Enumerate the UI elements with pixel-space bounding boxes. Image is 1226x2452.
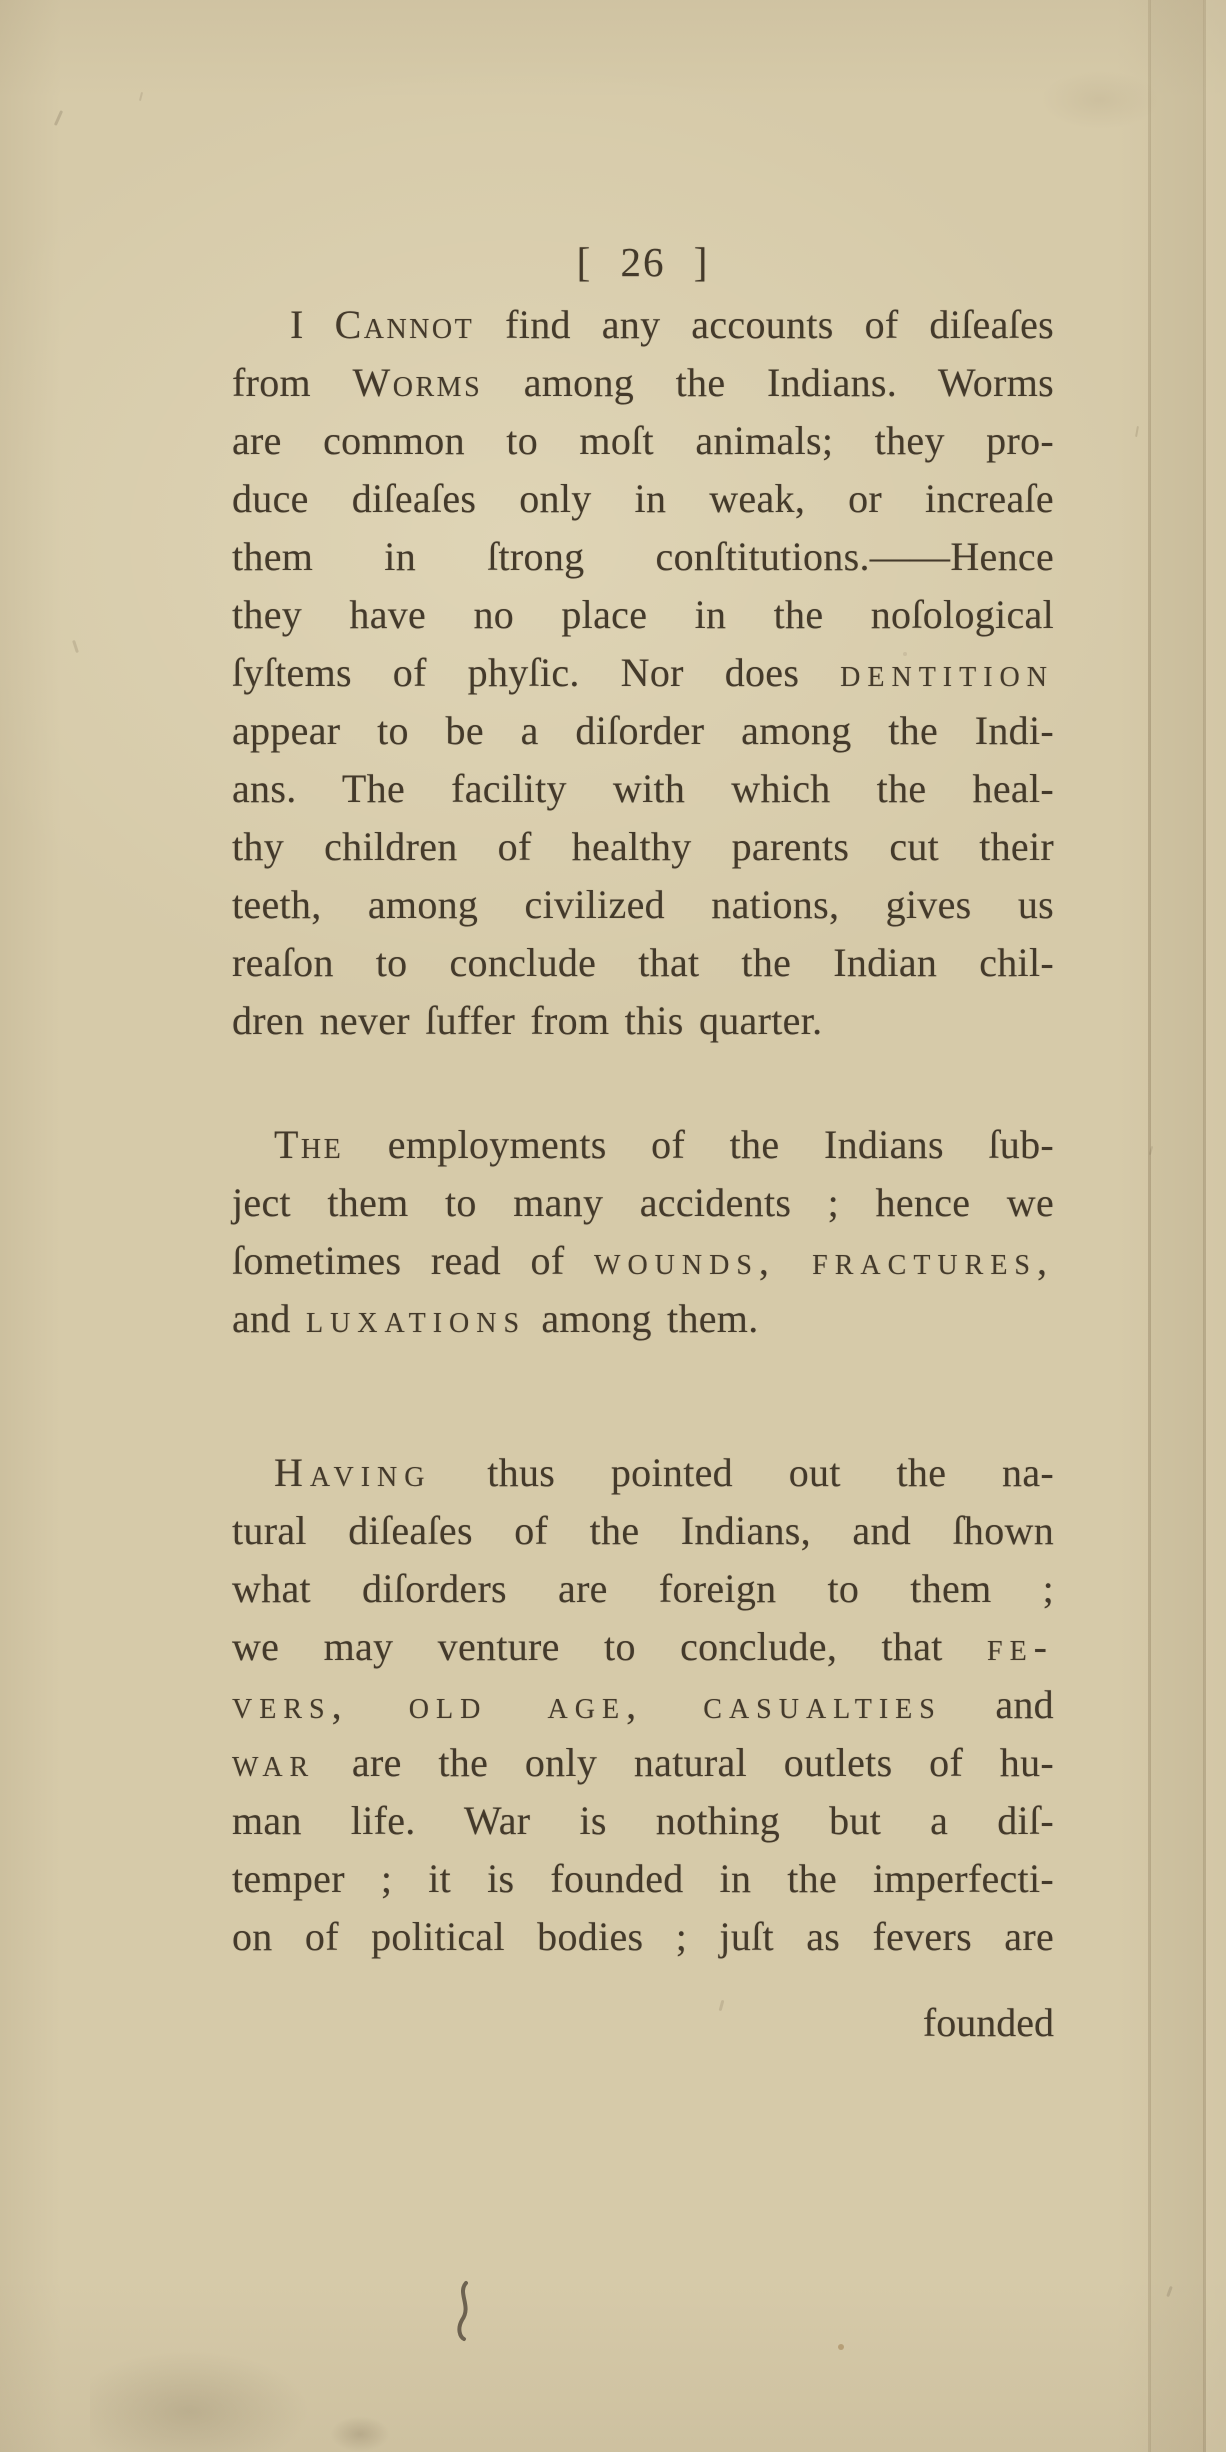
text-segment: tural diſeaſes of the Indians, and ſhown	[232, 1508, 1054, 1553]
paragraph	[232, 1116, 1054, 1348]
ink-speck	[139, 92, 143, 101]
page-edge-seam	[1148, 0, 1151, 2452]
text-segment: employments of the Indians ſub-	[343, 1122, 1054, 1167]
text-line	[232, 818, 1054, 876]
text-line	[232, 412, 1054, 470]
text-line	[232, 1560, 1054, 1618]
paper-smudge	[1040, 70, 1160, 130]
text-line	[232, 644, 1054, 702]
page-edge-seam	[1203, 0, 1206, 2452]
text-segment: and	[941, 1682, 1054, 1727]
text-line	[232, 934, 1054, 992]
text-segment: them in ſtrong conſtitutions.——Hence	[232, 534, 1054, 579]
text-segment: reaſon to conclude that the Indian chil-	[232, 940, 1054, 985]
text-segment: dentition	[840, 650, 1054, 695]
text-segment: on of political bodies ; juſt as fevers are	[232, 1914, 1054, 1959]
page-edge-band-outer	[1206, 0, 1226, 2452]
text-line	[232, 1502, 1054, 1560]
text-line	[232, 586, 1054, 644]
text-segment: ſometimes read of	[232, 1238, 595, 1283]
page-edge-band	[1150, 0, 1204, 2452]
text-line	[232, 470, 1054, 528]
text-segment: from	[232, 360, 353, 405]
text-line	[232, 992, 1054, 1050]
text-line	[232, 1908, 1054, 1966]
text-segment: Cannot	[334, 302, 475, 347]
text-segment: appear to be a diſorder among the Indi-	[232, 708, 1054, 753]
text-segment: among the Indians. Worms	[482, 360, 1054, 405]
paragraph	[232, 1444, 1054, 1966]
text-segment: Worms	[352, 360, 483, 405]
text-line	[232, 528, 1054, 586]
text-segment: temper ; it is founded in the imperfecti-	[232, 1856, 1054, 1901]
text-segment: what diſorders are foreign to them ;	[232, 1566, 1054, 1611]
text-segment: thy children of healthy parents cut their	[232, 824, 1054, 869]
text-segment: war	[232, 1740, 316, 1785]
text-segment: ject them to many accidents ; hence we	[232, 1180, 1054, 1225]
text-line	[232, 1290, 1054, 1348]
ink-speck	[838, 2344, 844, 2350]
text-segment: thus pointed out the na-	[431, 1450, 1054, 1495]
ink-squiggle-mark	[450, 2280, 480, 2342]
text-segment: man life. War is nothing but a diſ-	[232, 1798, 1054, 1843]
text-segment: fe-	[987, 1624, 1054, 1669]
text-segment: wounds, fractures,	[594, 1238, 1054, 1283]
text-line	[232, 296, 1054, 354]
text-segment: we may venture to conclude, that	[232, 1624, 987, 1669]
text-segment: Having	[274, 1450, 432, 1495]
ink-speck	[72, 640, 79, 653]
text-segment: teeth, among civilized nations, gives us	[232, 882, 1054, 927]
ink-speck	[54, 110, 63, 126]
text-line	[232, 1792, 1054, 1850]
text-line	[232, 760, 1054, 818]
text-line	[232, 876, 1054, 934]
text-line	[232, 1174, 1054, 1232]
text-line	[232, 354, 1054, 412]
text-segment: The	[274, 1122, 344, 1167]
text-segment: and	[232, 1296, 306, 1341]
text-segment: I	[290, 302, 335, 347]
catchword: founded	[922, 2000, 1054, 2045]
text-segment: dren never ſuffer from this quarter.	[232, 998, 823, 1043]
text-segment: are the only natural outlets of hu-	[315, 1740, 1054, 1785]
text-segment: luxations	[305, 1296, 527, 1341]
text-segment: vers, old age, casualties	[232, 1682, 942, 1727]
text-segment: they have no place in the noſological	[232, 592, 1054, 637]
text-line	[232, 1444, 1054, 1502]
ink-speck	[903, 652, 907, 656]
text-segment: ans. The facility with which the heal-	[232, 766, 1054, 811]
text-segment: find any accounts of diſeaſes	[474, 302, 1055, 347]
text-line	[232, 1232, 1054, 1290]
text-line	[232, 1676, 1054, 1734]
ink-speck	[1135, 426, 1139, 437]
paragraph	[232, 296, 1054, 1050]
text-line	[232, 1116, 1054, 1174]
paper-smudge	[330, 2416, 390, 2452]
page-number-header: [ 26 ]	[576, 239, 710, 285]
text-line	[232, 1850, 1054, 1908]
text-segment: duce diſeaſes only in weak, or increaſe	[232, 476, 1054, 521]
text-line	[232, 702, 1054, 760]
text-segment: are common to moſt animals; they pro-	[232, 418, 1054, 463]
text-segment: among them.	[526, 1296, 759, 1341]
text-line	[232, 1618, 1054, 1676]
text-line	[232, 1734, 1054, 1792]
text-segment: ſyſtems of phyſic. Nor does	[232, 650, 841, 695]
paper-smudge	[90, 2350, 310, 2452]
